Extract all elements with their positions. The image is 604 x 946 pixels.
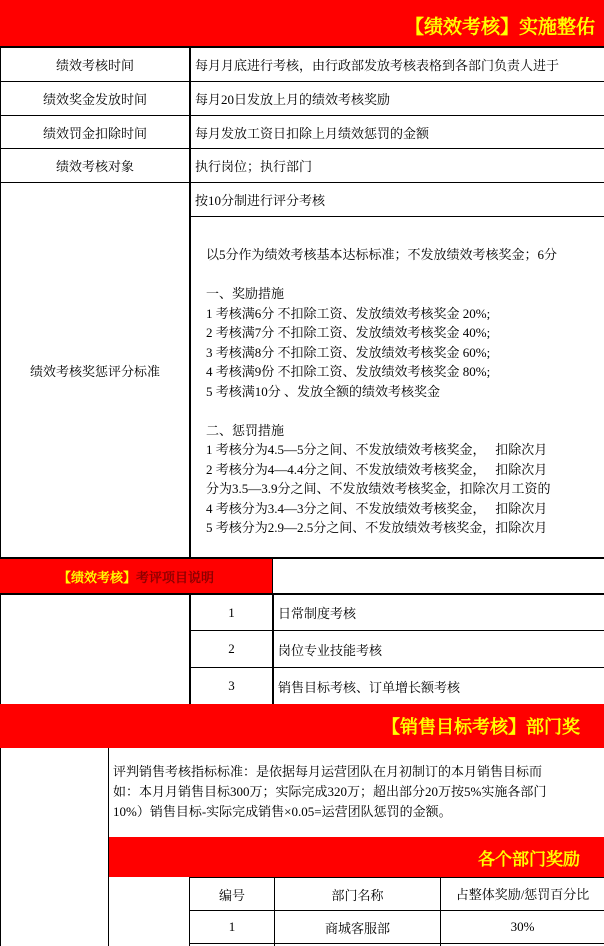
item-name: 销售目标考核、订单增长额考核 bbox=[278, 679, 461, 695]
standard-line bbox=[206, 401, 604, 421]
dept-header-title: 各个部门奖励 bbox=[478, 849, 580, 869]
standard-line: 4 考核满9份 不扣除工资、发放绩效考核奖金 80%; bbox=[206, 364, 491, 379]
dept-row-name: 商城客服部 bbox=[324, 920, 390, 936]
standard-lines bbox=[206, 245, 604, 557]
items-header-title bbox=[0, 559, 272, 594]
sales-text-line: 10%）销售目标-实际完成销售×0.05=运营团队惩罚的金额。 bbox=[113, 804, 452, 819]
standard-line: 2 考核满7分 不扣除工资、发放绩效考核奖金 40%; bbox=[206, 325, 491, 340]
row-value-penalty-time: 每月发放工资日扣除上月绩效惩罚的金额 bbox=[195, 125, 430, 141]
sales-header-title: 【销售目标考核】部门奖 bbox=[382, 717, 580, 737]
item-no: 3 bbox=[228, 678, 235, 693]
standard-line: 二、惩罚措施 bbox=[206, 422, 285, 438]
dept-col-pct: 占整体奖励/惩罚百分比 bbox=[455, 886, 590, 902]
header-title: 【绩效考核】实施整佑 bbox=[405, 16, 596, 38]
rule bbox=[189, 943, 604, 944]
standard-line: 3 考核满8分 不扣除工资、发放绩效考核奖金 60%; bbox=[206, 344, 491, 360]
rule bbox=[0, 593, 1, 704]
row-value-bonus-time: 每月20日发放上月的绩效考核奖励 bbox=[195, 92, 391, 107]
standard-line: 5 考核分为2.9—2.5分之间、不发放绩效考核奖金，扣除次月 bbox=[206, 520, 548, 535]
dept-row-no: 1 bbox=[228, 919, 236, 934]
sales-text-line: 如：本月月销售目标300万；实际完成320万；超出部分20万按5%实施各部门 bbox=[113, 784, 547, 799]
row-label-target: 绩效考核对象 bbox=[55, 159, 134, 174]
rule bbox=[108, 748, 109, 838]
standard-line: 以5分作为绩效考核基本达标标准；不发放绩效考核奖金；6分 bbox=[206, 247, 558, 262]
items-header-bracket: 【绩效考核】 bbox=[57, 570, 136, 585]
rule bbox=[272, 559, 273, 594]
item-no: 2 bbox=[228, 641, 235, 656]
standard-line: 分为3.5—3.9分之间、不发放绩效考核奖金，扣除次月工资的 bbox=[206, 481, 551, 496]
sales-text bbox=[113, 762, 604, 826]
items-header-rest: 考评项目说明 bbox=[136, 570, 215, 585]
item-no: 1 bbox=[228, 604, 235, 620]
dept-col-no: 编号 bbox=[218, 887, 245, 903]
row-label-time: 绩效考核时间 bbox=[55, 58, 134, 73]
standard-top-line: 按10分制进行评分考核 bbox=[195, 193, 326, 208]
rule bbox=[190, 216, 604, 217]
sales-text-line: 评判销售考核指标标准：是依据每月运营团队在月初制订的本月销售目标而 bbox=[113, 764, 543, 779]
rule bbox=[108, 837, 109, 946]
standard-line: 2 考核分为4—4.4分之间、不发放绩效考核奖金， 扣除次月 bbox=[206, 461, 548, 477]
standard-line: 5 考核满10分 、发放全额的绩效考核奖金 bbox=[206, 383, 441, 399]
dept-col-name: 部门名称 bbox=[331, 887, 384, 903]
rule bbox=[0, 748, 1, 946]
standard-line: 1 考核满6分 不扣除工资、发放绩效考核奖金 20%; bbox=[206, 305, 491, 321]
standard-line: 4 考核分为3.4—3分之间、不发放绩效考核奖金， 扣除次月 bbox=[206, 500, 548, 516]
row-value-time: 每月月底进行考核，由行政部发放考核表格到各部门负责人进于 bbox=[195, 58, 560, 73]
dept-row-pct: 30% bbox=[510, 919, 535, 934]
standard-line: 一、奖励措施 bbox=[206, 286, 285, 301]
standard-line bbox=[206, 265, 604, 285]
row-label-penalty-time: 绩效罚金扣除时间 bbox=[42, 125, 147, 141]
row-value-target: 执行岗位；执行部门 bbox=[195, 159, 313, 174]
item-name: 日常制度考核 bbox=[278, 606, 357, 621]
item-name: 岗位专业技能考核 bbox=[278, 642, 383, 658]
standard-label: 绩效考核奖惩评分标准 bbox=[29, 363, 160, 379]
standard-line: 1 考核分为4.5—5分之间、不发放绩效考核奖金， 扣除次月 bbox=[206, 442, 548, 457]
row-label-bonus-time: 绩效奖金发放时间 bbox=[42, 92, 147, 107]
